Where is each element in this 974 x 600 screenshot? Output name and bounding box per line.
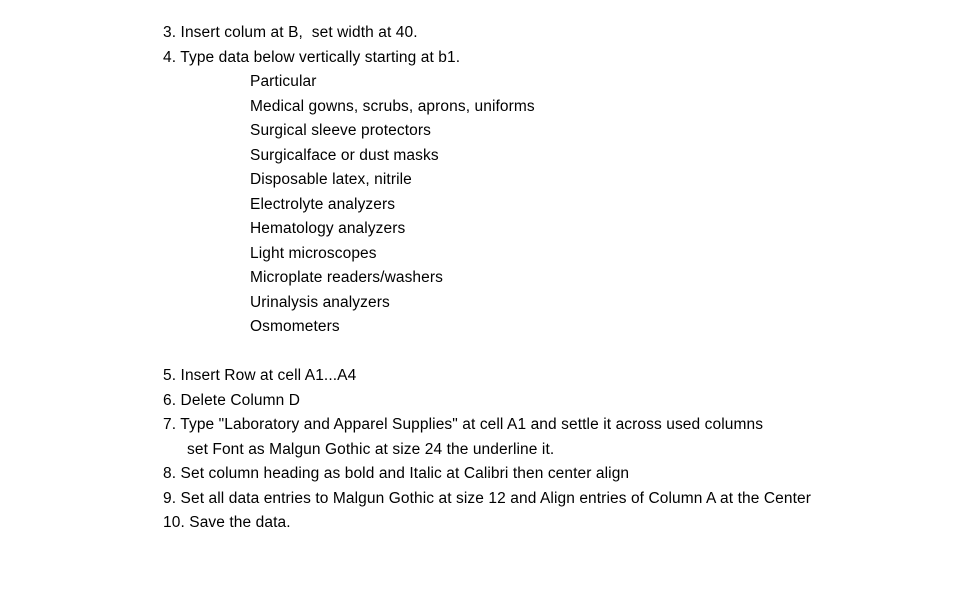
step-3-text: 3. Insert colum at B, set width at 40. (163, 24, 418, 41)
step-6-text: 6. Delete Column D (163, 392, 301, 409)
step-8-text: 8. Set column heading as bold and Italic at Calibri then center align (163, 465, 630, 482)
list-item: Light microscopes (250, 245, 377, 262)
list-item: Hematology analyzers (250, 220, 406, 237)
list-item: Surgical sleeve protectors (250, 122, 431, 139)
list-item: Disposable latex, nitrile (250, 171, 412, 188)
list-item: Medical gowns, scrubs, aprons, uniforms (250, 98, 535, 115)
list-item-particular: Particular (250, 73, 317, 90)
step-9-text: 9. Set all data entries to Malgun Gothic at size 12 and Align entries of Column A at the Center (163, 490, 811, 507)
step-10-text: 10. Save the data. (163, 514, 291, 531)
list-item: Osmometers (250, 318, 340, 335)
list-item: Microplate readers/washers (250, 269, 443, 286)
list-item: Urinalysis analyzers (250, 294, 390, 311)
step-5-text: 5. Insert Row at cell A1...A4 (163, 367, 357, 384)
step-7-text: 7. Type "Laboratory and Apparel Supplies" at cell A1 and settle it across used columns (163, 416, 764, 433)
list-item: Electrolyte analyzers (250, 196, 396, 213)
list-item: Surgicalface or dust masks (250, 147, 439, 164)
step-4-text: 4. Type data below vertically starting at b1. (163, 49, 461, 66)
step-7-continuation-text: set Font as Malgun Gothic at size 24 the underline it. (187, 441, 555, 458)
